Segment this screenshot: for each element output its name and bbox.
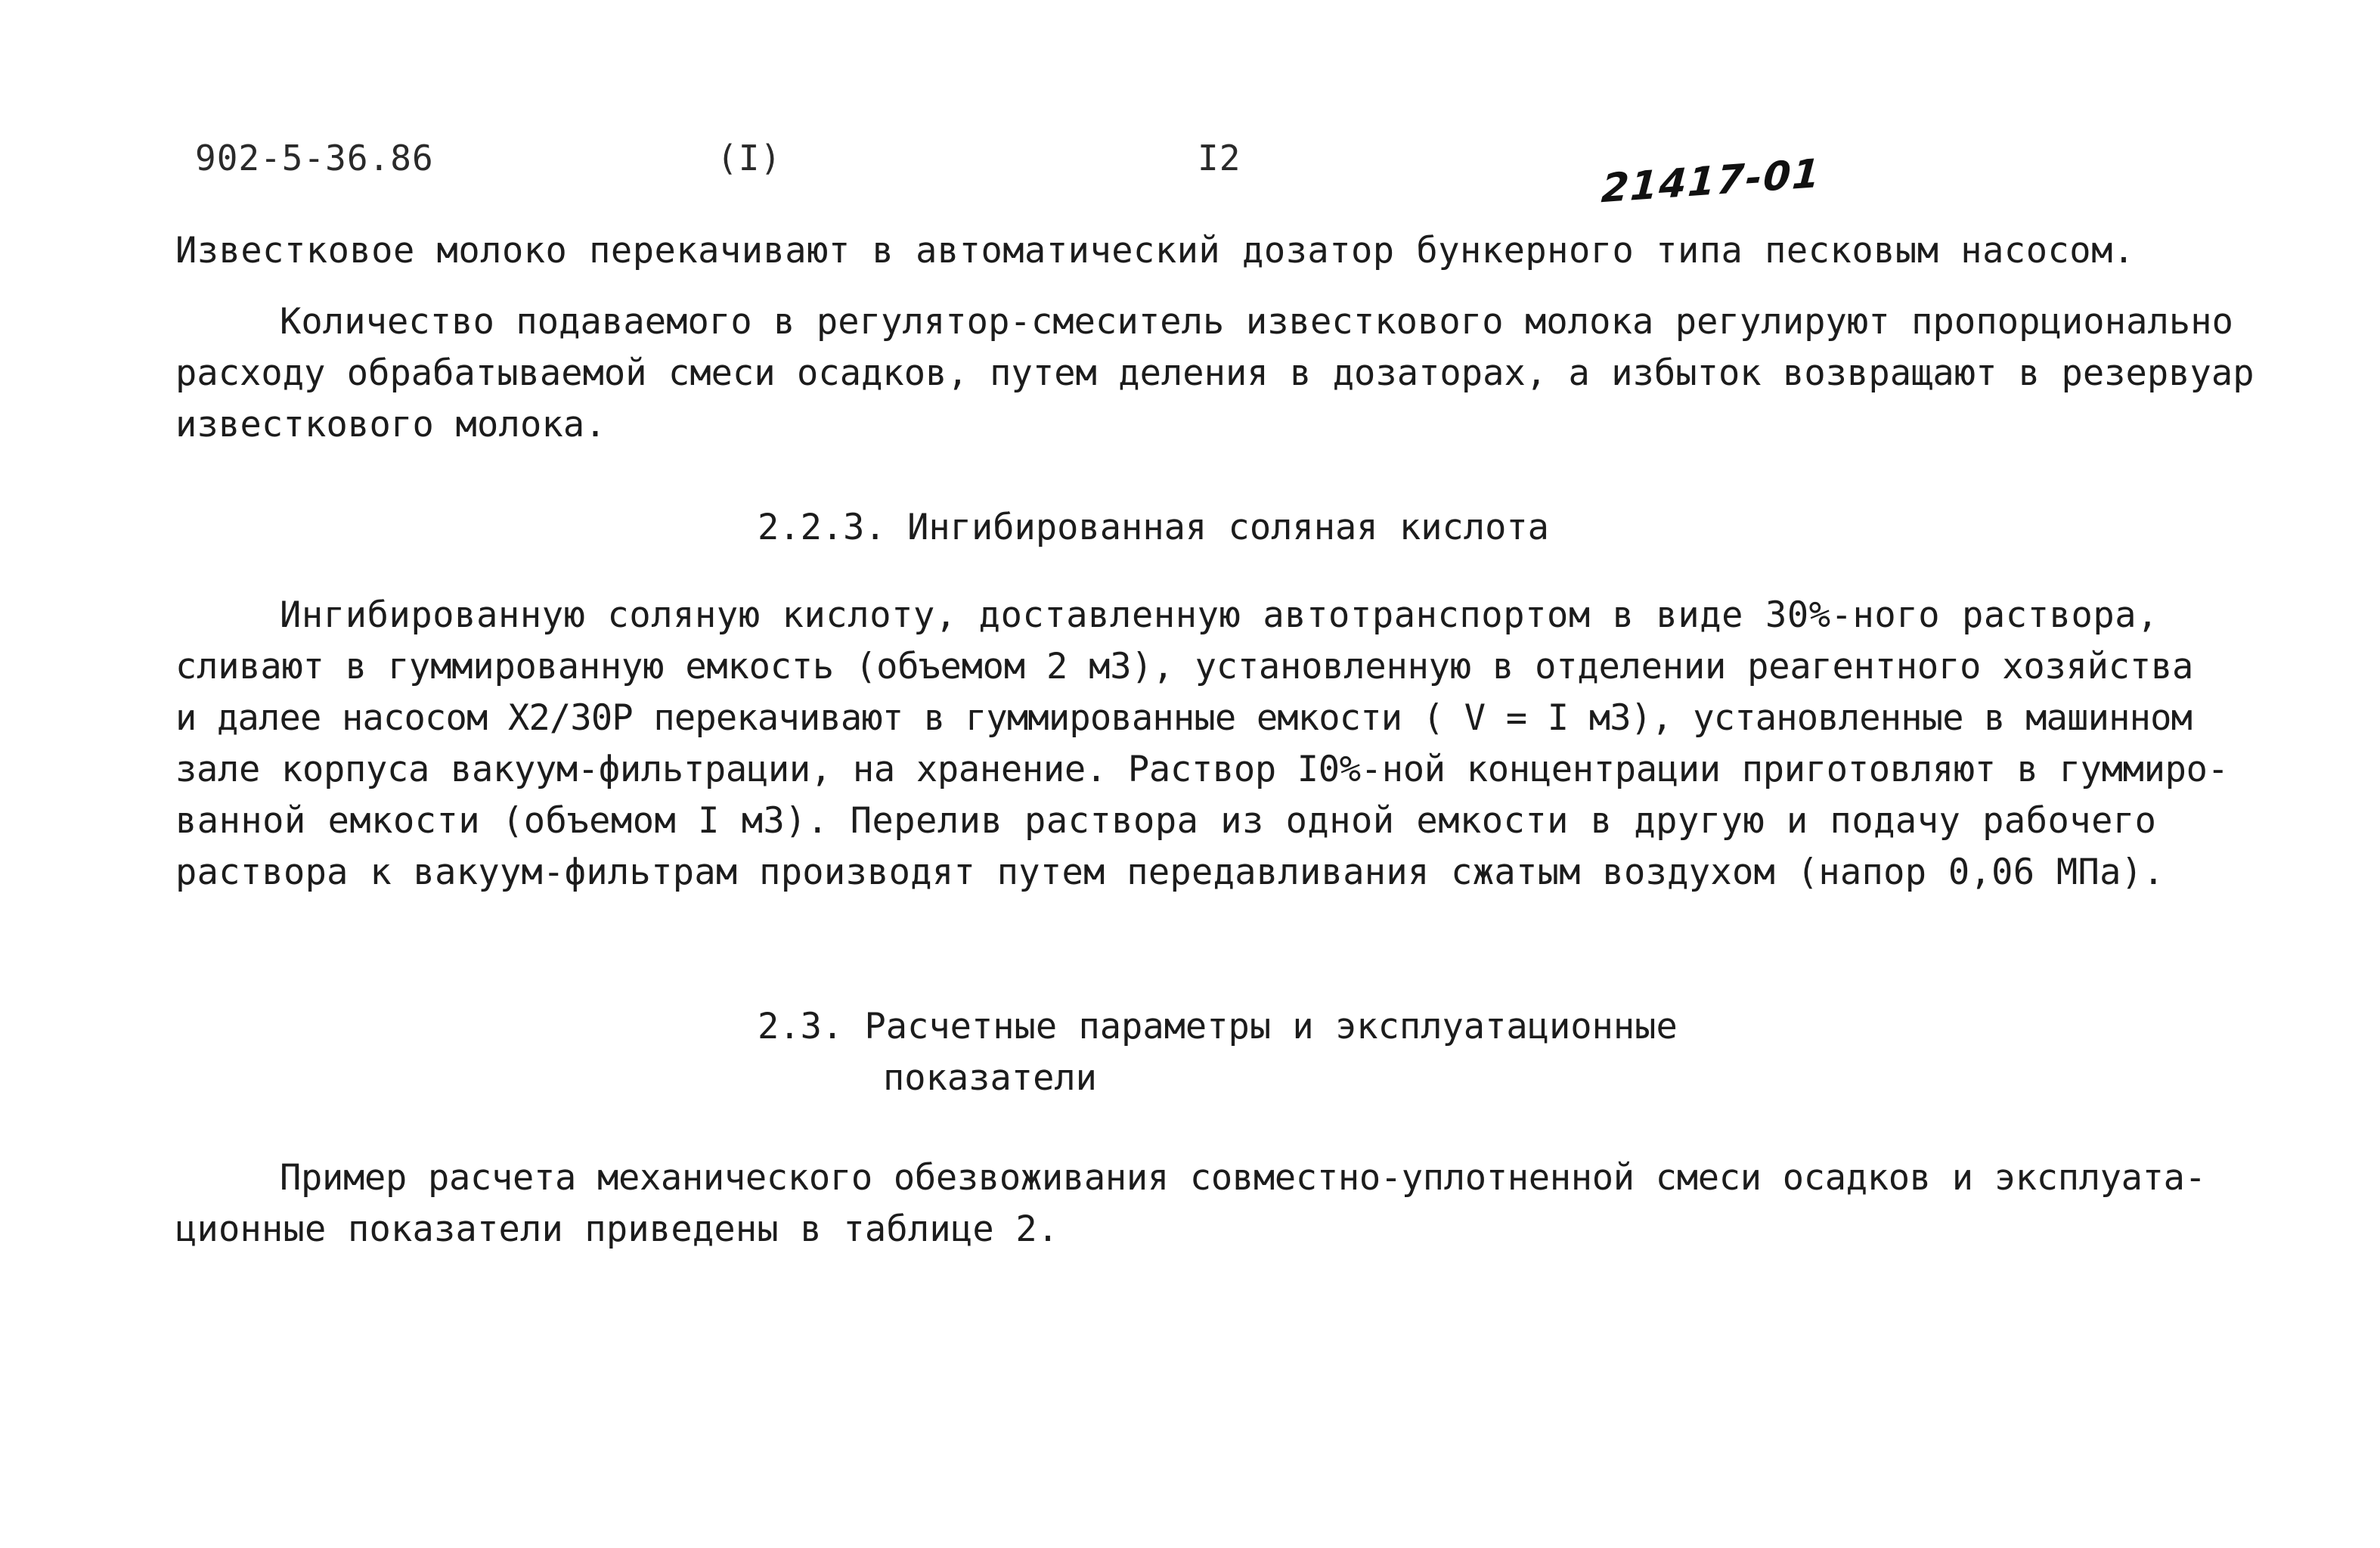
lime-milk-para-line: известкового молока. — [175, 404, 606, 445]
section-2-2-3-line: и далее насосом Х2/30Р перекачивают в гуммированные емкости ( V = I м3), установленные в машинном — [175, 697, 2193, 739]
doc-number: 902-5-36.86 — [195, 138, 434, 178]
section-2-3-heading-line2: показатели — [883, 1057, 1097, 1099]
section-2-2-3-heading: 2.2.3. Ингибированная соляная кислота — [758, 507, 1549, 548]
section-2-3-heading-line1: 2.3. Расчетные параметры и эксплуатационные — [758, 1006, 1678, 1047]
section-2-3-line: ционные показатели приведены в таблице 2. — [175, 1208, 1059, 1250]
section-2-2-3-line: сливают в гуммированную емкость (объемом 2 м3), установленную в отделении реагентного хозяйства — [175, 646, 2194, 687]
page-number: I2 — [1198, 138, 1241, 178]
volume-label: (I) — [717, 138, 782, 178]
lime-milk-intro-line: Известковое молоко перекачивают в автоматический дозатор бункерного типа песковым насосом. — [175, 230, 2135, 271]
section-2-2-3-line: ванной емкости (объемом I м3). Перелив раствора из одной емкости в другую и подачу рабочего — [175, 800, 2157, 842]
lime-milk-para-line: расходу обрабатываемой смеси осадков, путем деления в дозаторах, а избыток возвращают в резервуар — [175, 352, 2254, 394]
lime-milk-para-line: Количество подаваемого в регулятор-смеситель известкового молока регулируют пропорционально — [280, 301, 2234, 343]
section-2-3-line: Пример расчета механического обезвоживания совместно-уплотненной смеси осадков и эксплуата- — [280, 1157, 2206, 1199]
section-2-2-3-line: зале корпуса вакуум-фильтрации, на хранение. Раствор I0%-ной концентрации приготовляют в гуммиро- — [175, 749, 2229, 790]
archive-stamp-number: 21417-01 — [1600, 150, 1823, 213]
section-2-2-3-line: Ингибированную соляную кислоту, доставленную автотранспортом в виде 30%-ного раствора, — [280, 594, 2159, 636]
section-2-2-3-line: раствора к вакуум-фильтрам производят путем передавливания сжатым воздухом (напор 0,06 МПа). — [175, 852, 2165, 893]
